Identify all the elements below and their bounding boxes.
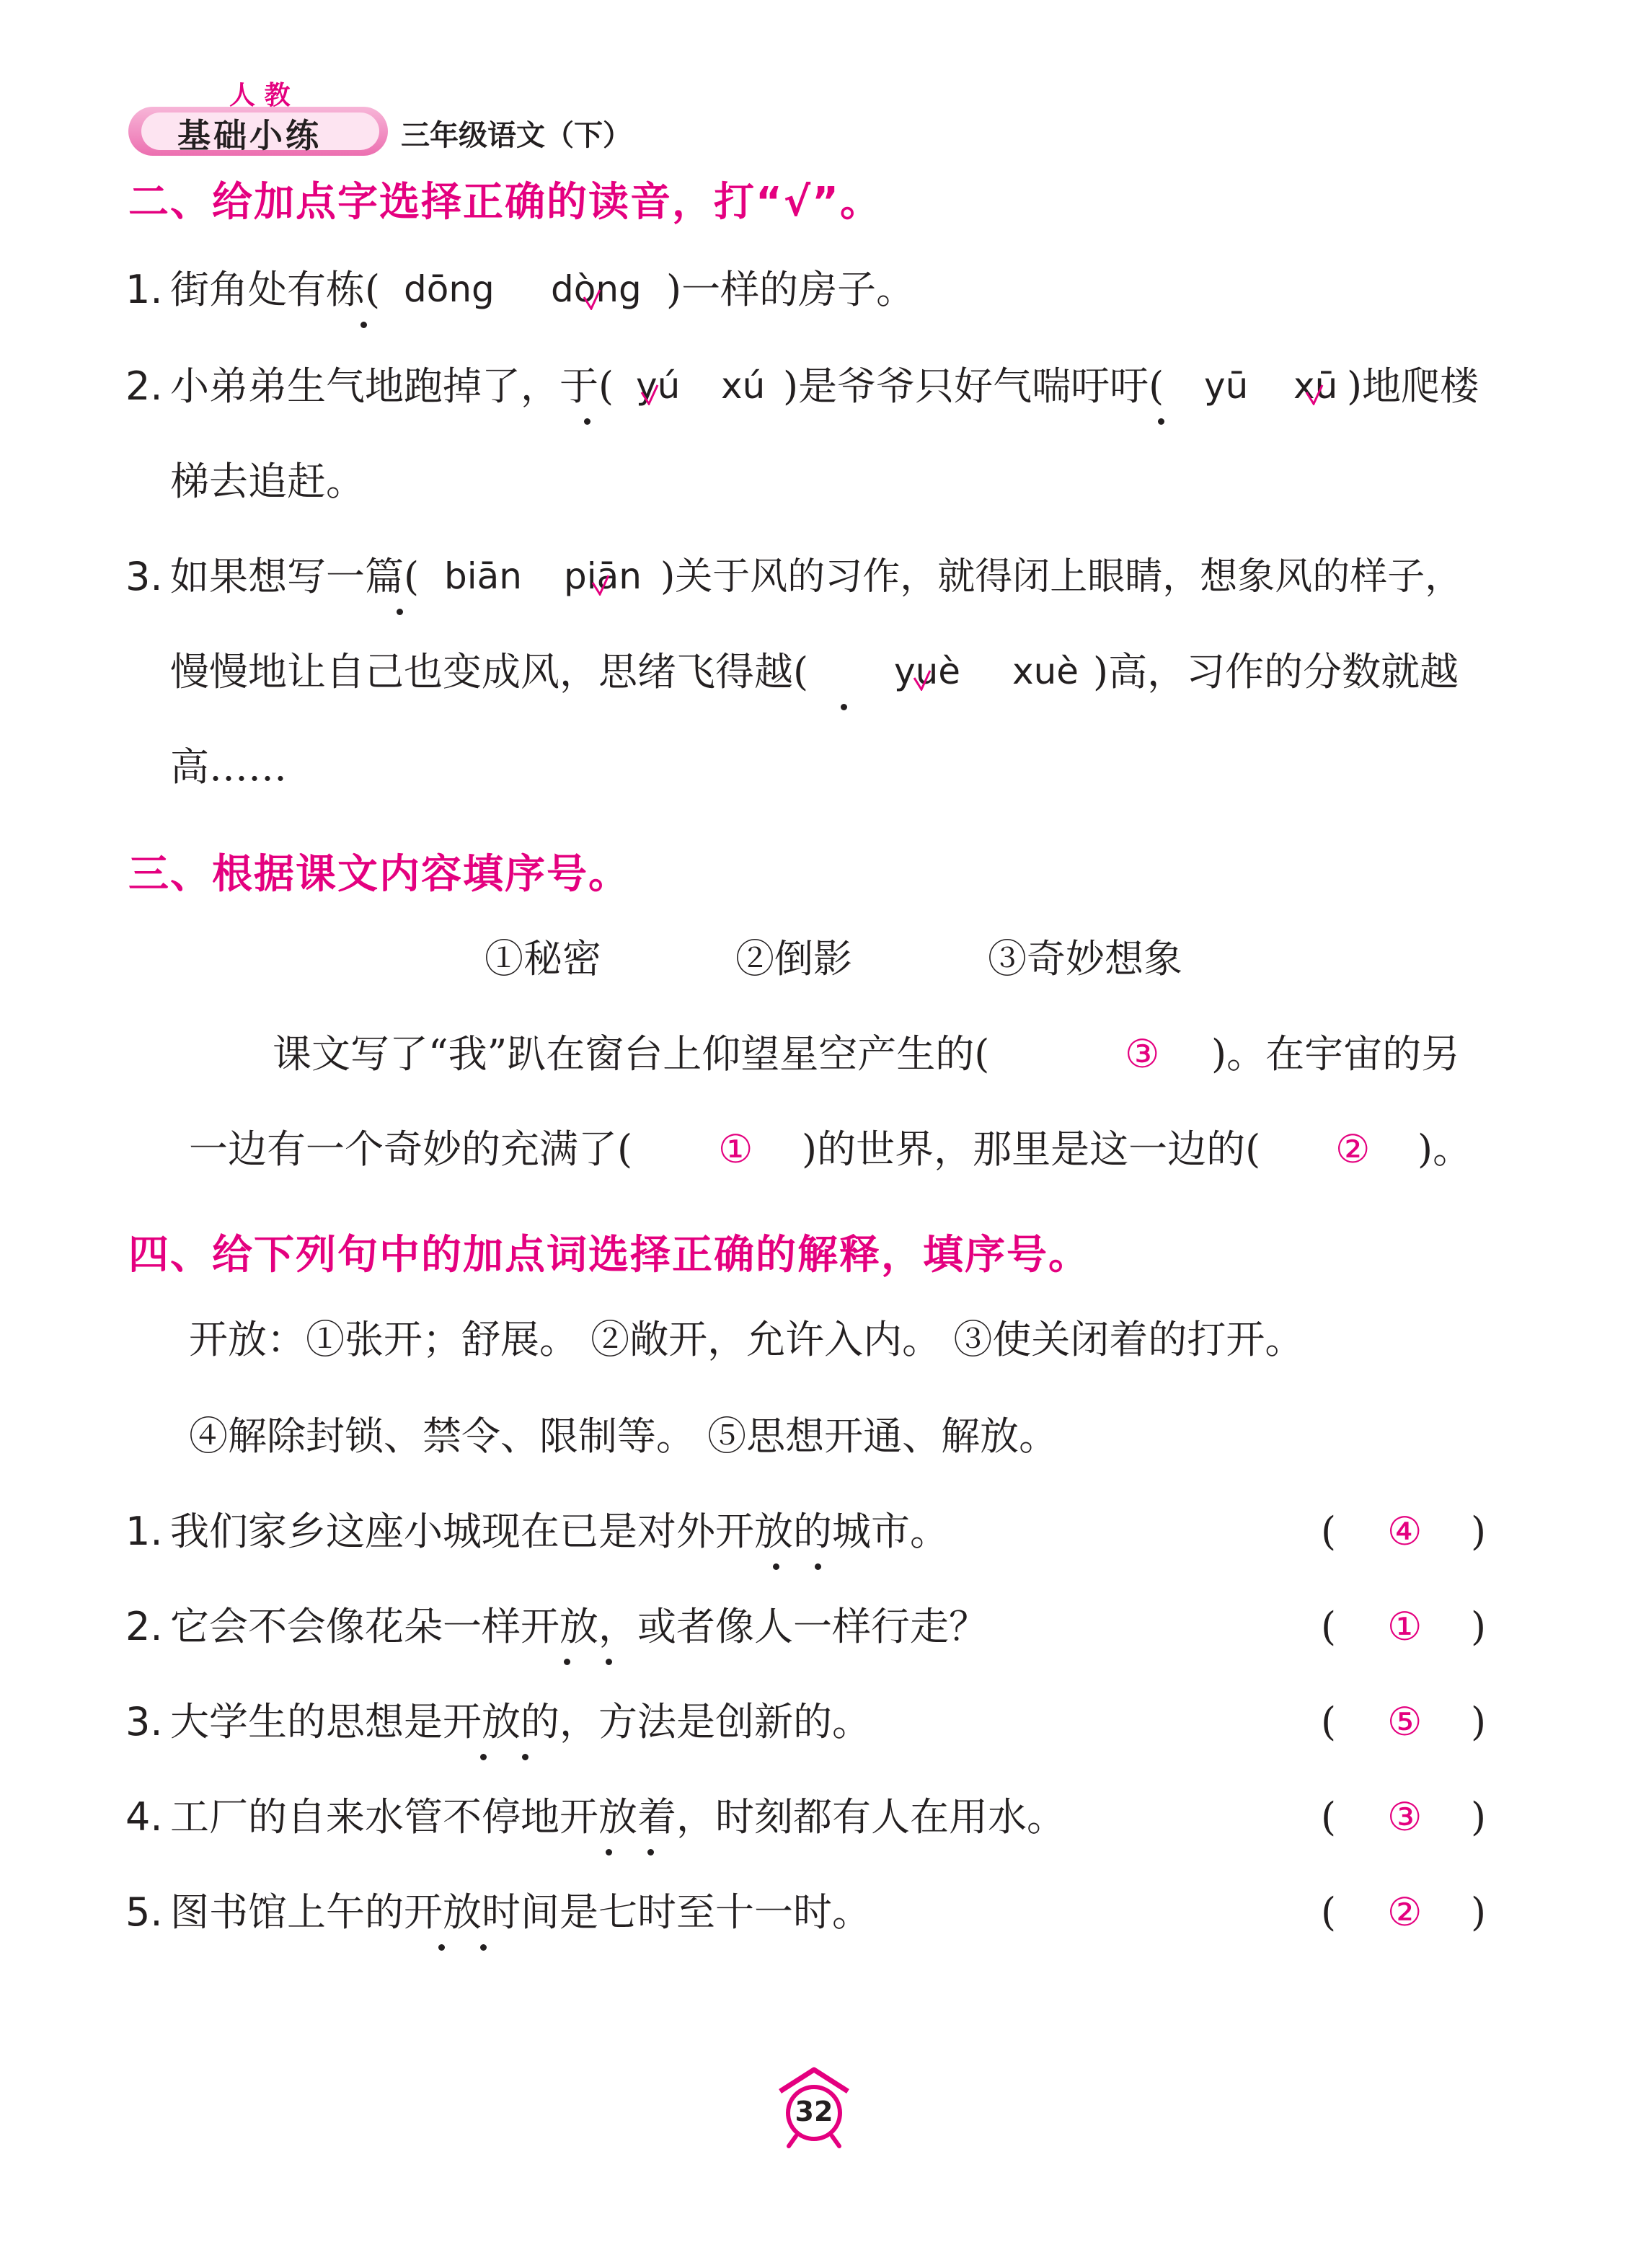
section-2-title: 二、给加点字选择正确的读音，打“√”。	[128, 179, 882, 226]
question-number: 3.	[125, 1699, 163, 1744]
emphasis-dot	[480, 1754, 487, 1760]
option-item: ③奇妙想象	[988, 936, 1182, 981]
question-number: 2.	[125, 363, 163, 409]
emphasis-dot	[397, 609, 403, 615]
question-text: )是爷爷只好气喘吁吁(	[783, 363, 1164, 409]
question-text: 如果想写一篇(	[170, 554, 420, 599]
paren-close: )	[1471, 1794, 1487, 1840]
emphasis-dot	[1158, 418, 1164, 425]
answer-value: ②	[1387, 1889, 1423, 1935]
emphasis-dot	[606, 1849, 612, 1856]
question-number: 1.	[125, 267, 163, 312]
question-number: 1.	[125, 1509, 163, 1554]
check-mark-icon	[640, 384, 659, 405]
paren-open: (	[1321, 1699, 1337, 1744]
paren-open: (	[1321, 1509, 1337, 1554]
page-number: 32	[795, 2096, 833, 2127]
emphasis-dot	[647, 1849, 654, 1856]
pinyin-option: xū	[1293, 365, 1338, 407]
passage-text: )。在宇宙的另	[1211, 1031, 1461, 1077]
emphasis-dot	[606, 1659, 612, 1665]
emphasis-dot	[360, 322, 367, 328]
check-mark-icon	[913, 669, 932, 691]
pinyin-option: xuè	[1012, 650, 1079, 692]
question-text: )一样的房子。	[666, 267, 916, 312]
section-3-title: 三、根据课文内容填序号。	[128, 851, 630, 898]
passage-text: )的世界，那里是这一边的(	[802, 1126, 1261, 1172]
pinyin-option: biān	[444, 555, 522, 597]
emphasis-dot	[815, 1563, 821, 1570]
paren-open: (	[1321, 1604, 1337, 1649]
pinyin-option: dōng	[404, 268, 495, 310]
answer-value: ⑤	[1387, 1699, 1423, 1744]
subject-label: 三年级语文（下）	[401, 119, 632, 152]
question-text: 工厂的自来水管不停地开放着，时刻都有人在用水。	[170, 1794, 1066, 1840]
answer-value: ①	[1387, 1604, 1423, 1649]
check-mark-icon	[583, 288, 601, 310]
passage-text: 一边有一个奇妙的充满了(	[189, 1126, 633, 1172]
answer-value: ②	[1335, 1126, 1371, 1172]
question-text: 图书馆上午的开放时间是七时至十一时。	[170, 1889, 871, 1935]
emphasis-dot	[773, 1563, 779, 1570]
question-text-continued: 慢慢地让自己也变成风，思绪飞得越(	[170, 649, 809, 694]
question-text: 街角处有栋(	[170, 267, 381, 312]
pinyin-option: piān	[564, 555, 642, 597]
option-item: ①秘密	[485, 936, 601, 981]
emphasis-dot	[480, 1944, 487, 1951]
paren-close: )	[1471, 1699, 1487, 1744]
section-4-title: 四、给下列句中的加点词选择正确的解释，填序号。	[128, 1232, 1090, 1279]
answer-value: ④	[1387, 1509, 1423, 1554]
paren-open: (	[1321, 1794, 1337, 1840]
emphasis-dot	[584, 418, 590, 425]
question-text: )关于风的习作，就得闭上眼睛，想象风的样子，	[660, 555, 1463, 599]
definition-line: 开放：①张开；舒展。 ②敞开，允许入内。 ③使关闭着的打开。	[189, 1317, 1304, 1362]
answer-value: ③	[1125, 1031, 1160, 1077]
question-text: )地爬楼	[1347, 363, 1479, 409]
passage-text: 课文写了“我”趴在窗台上仰望星空产生的(	[273, 1031, 990, 1077]
paren-close: )	[1471, 1889, 1487, 1935]
answer-value: ①	[718, 1126, 753, 1172]
question-text-continued: 梯去追赶。	[170, 459, 365, 504]
pinyin-option: yuè	[894, 650, 961, 692]
question-text: 大学生的思想是开放的，方法是创新的。	[170, 1699, 871, 1744]
emphasis-dot	[522, 1754, 528, 1760]
emphasis-dot	[841, 704, 847, 710]
question-text: 它会不会像花朵一样开放，或者像人一样行走？	[170, 1604, 988, 1649]
question-number: 3.	[125, 554, 163, 599]
pinyin-option: yú	[636, 365, 681, 407]
emphasis-dot	[564, 1659, 570, 1665]
passage-text: )。	[1417, 1126, 1472, 1172]
question-number: 2.	[125, 1604, 163, 1649]
paren-close: )	[1471, 1509, 1487, 1554]
paren-close: )	[1471, 1604, 1487, 1649]
question-number: 4.	[125, 1794, 163, 1840]
pinyin-option: xú	[721, 365, 766, 407]
paren-open: (	[1321, 1889, 1337, 1935]
publisher-tag: 人 教	[229, 81, 291, 110]
emphasis-dot	[438, 1944, 445, 1951]
question-text-continued: 高……	[170, 744, 287, 790]
question-text: 小弟弟生气地跑掉了，于(	[170, 363, 614, 409]
question-text: 我们家乡这座小城现在已是对外开放的城市。	[170, 1509, 949, 1554]
question-number: 5.	[125, 1889, 163, 1935]
option-item: ②倒影	[735, 936, 852, 981]
definition-line: ④解除封锁、禁令、限制等。 ⑤思想开通、解放。	[189, 1413, 1058, 1459]
pinyin-option: yū	[1204, 365, 1249, 407]
check-mark-icon	[591, 574, 610, 596]
series-title: 基础小练	[177, 116, 322, 155]
check-mark-icon	[1305, 384, 1324, 405]
pinyin-option: dòng	[551, 268, 642, 310]
answer-value: ③	[1387, 1794, 1423, 1840]
question-text-continued: )高，习作的分数就越	[1093, 649, 1459, 694]
